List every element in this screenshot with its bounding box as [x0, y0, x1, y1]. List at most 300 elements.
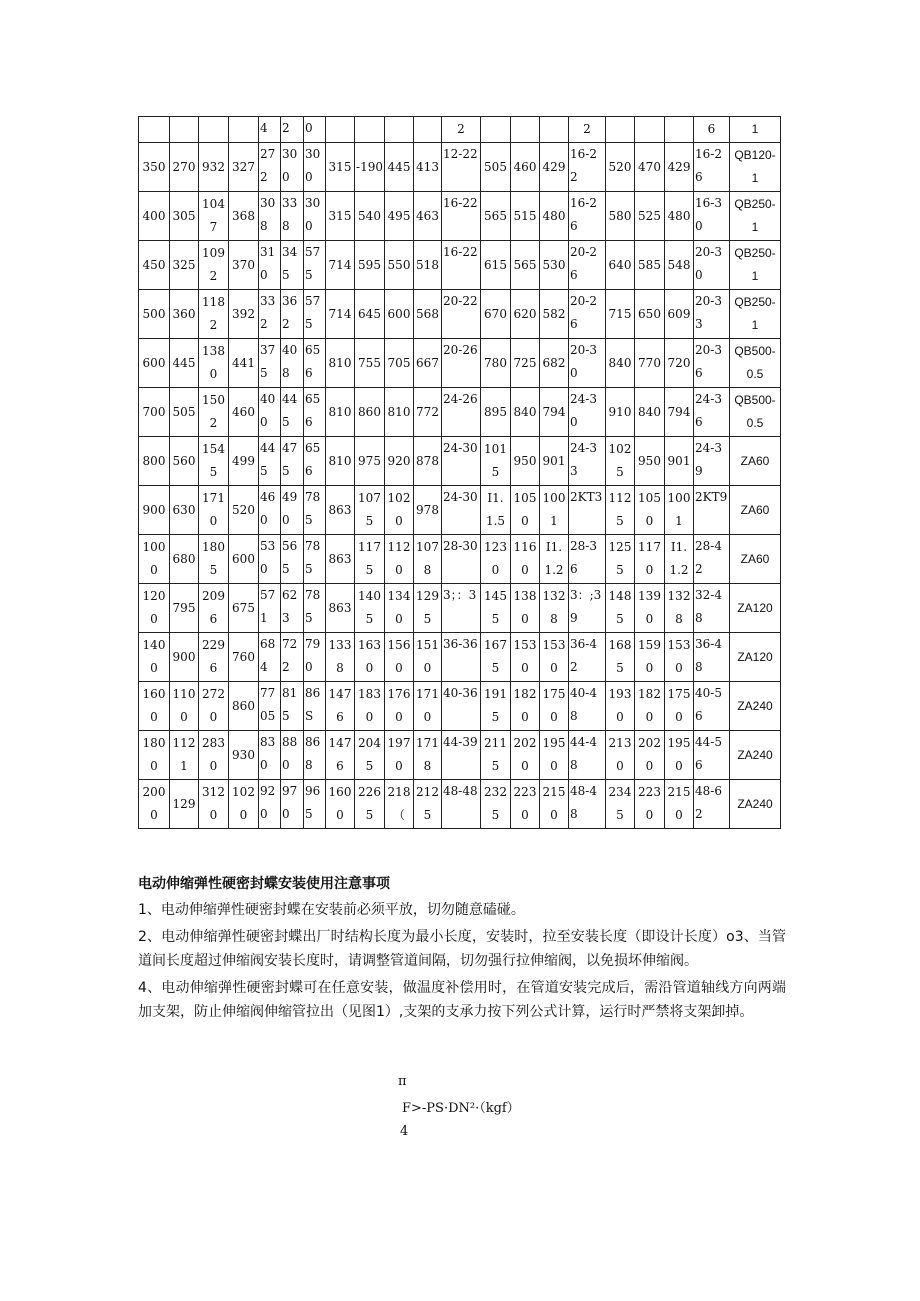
table-cell: 441 [229, 339, 259, 388]
table-cell: 830 [259, 731, 281, 780]
spec-table [138, 116, 781, 829]
table-cell: 2130 [606, 731, 635, 780]
table-cell: 270 [170, 143, 199, 192]
table-cell: 1001 [665, 486, 694, 535]
table-header-row [139, 117, 781, 143]
table-cell: 714 [326, 241, 355, 290]
table-cell: 810 [385, 388, 414, 437]
table-cell: 360 [170, 290, 199, 339]
table-cell: 2230 [635, 780, 665, 829]
table-cell: 1340 [385, 584, 414, 633]
table-cell: 515 [511, 192, 540, 241]
table-cell [481, 117, 511, 143]
table-cell: 930 [229, 731, 259, 780]
table-cell: 28-42 [694, 535, 730, 584]
table-cell: QB500-0.5 [730, 388, 781, 437]
table-row [139, 437, 781, 486]
table-cell: 408 [281, 339, 304, 388]
table-cell: 16-22 [569, 143, 606, 192]
table-cell: 705 [385, 339, 414, 388]
table-cell: 1100 [170, 682, 199, 731]
table-cell: 878 [414, 437, 442, 486]
table-cell: 810 [326, 437, 355, 486]
table-cell: 1476 [326, 731, 355, 780]
table-cell: 2000 [139, 780, 170, 829]
table-cell: 2115 [481, 731, 511, 780]
table-cell: 20-30 [569, 339, 606, 388]
table-cell: 3：;39 [569, 584, 606, 633]
table-cell: 1328 [665, 584, 694, 633]
table-cell: 1502 [199, 388, 229, 437]
table-cell: 20-26 [569, 241, 606, 290]
table-cell: 1545 [199, 437, 229, 486]
table-cell: 700 [139, 388, 170, 437]
table-cell: 24-36 [694, 388, 730, 437]
table-cell: 1092 [199, 241, 229, 290]
table-cell: 445 [385, 143, 414, 192]
table-cell [229, 117, 259, 143]
table-cell: 305 [170, 192, 199, 241]
table-cell: ZA240 [730, 731, 781, 780]
table-cell: 770 [635, 339, 665, 388]
table-cell: 20-33 [694, 290, 730, 339]
table-cell: 400 [259, 388, 281, 437]
table-cell: 2 [442, 117, 481, 143]
formula-pi: π [398, 1074, 407, 1089]
table-cell: 620 [511, 290, 540, 339]
note-item: 2、电动伸缩弹性硬密封蝶出厂时结构长度为最小长度，安装时，拉至安装长度（即设计长度）o3、当管道间长度超过伸缩阀安装长度时，请调整管道间隔，切勿强行拉伸缩阀，以免损坏伸缩阀。 [138, 929, 786, 969]
table-cell: 840 [511, 388, 540, 437]
table-cell [511, 117, 540, 143]
table-row [139, 241, 781, 290]
table-cell: 630 [170, 486, 199, 535]
table-cell: 505 [481, 143, 511, 192]
table-cell: 1820 [635, 682, 665, 731]
table-cell: 16-26 [569, 192, 606, 241]
table-cell: 1530 [665, 633, 694, 682]
table-cell: 1400 [139, 633, 170, 682]
table-cell: -190 [355, 143, 385, 192]
table-cell: 1078 [414, 535, 442, 584]
table-cell: 560 [170, 437, 199, 486]
table-cell: 656 [304, 437, 326, 486]
table-cell: 28-30 [442, 535, 481, 584]
table-cell: 24-30 [442, 437, 481, 486]
table-cell: 1750 [540, 682, 569, 731]
table-cell: 20-22 [442, 290, 481, 339]
table-cell: ZA240 [730, 682, 781, 731]
table-cell: 338 [281, 192, 304, 241]
table-cell: 714 [326, 290, 355, 339]
table-cell: 548 [665, 241, 694, 290]
table-cell: 1530 [511, 633, 540, 682]
table-row [139, 486, 781, 535]
table-cell: 2020 [635, 731, 665, 780]
table-cell: 315 [326, 143, 355, 192]
table-cell: 300 [281, 143, 304, 192]
table-cell: 1025 [606, 437, 635, 486]
table-cell: 445 [170, 339, 199, 388]
table-cell: 86S [304, 682, 326, 731]
table-cell: 460 [229, 388, 259, 437]
table-cell: 332 [259, 290, 281, 339]
table-cell: 300 [304, 192, 326, 241]
table-cell: 840 [635, 388, 665, 437]
table-cell [139, 117, 170, 143]
table-cell: 1510 [414, 633, 442, 682]
table-cell: 24-33 [569, 437, 606, 486]
table-cell: 429 [540, 143, 569, 192]
table-cell: 129 [170, 780, 199, 829]
table-cell: 670 [481, 290, 511, 339]
table-cell: 1175 [355, 535, 385, 584]
table-cell: 40-56 [694, 682, 730, 731]
note-item: 1、电动伸缩弹性硬密封蝶在安装前必须平放，切勿随意磕碰。 [138, 902, 525, 918]
table-cell: 795 [170, 584, 199, 633]
table-cell: 1600 [139, 682, 170, 731]
table-cell: 565 [511, 241, 540, 290]
table-row [139, 339, 781, 388]
table-cell: 860 [229, 682, 259, 731]
table-cell: 310 [259, 241, 281, 290]
table-row [139, 535, 781, 584]
table-cell: 375 [259, 339, 281, 388]
table-cell: 675 [229, 584, 259, 633]
table-cell: 2045 [355, 731, 385, 780]
table-row [139, 731, 781, 780]
table-cell: 1015 [481, 437, 511, 486]
table-cell: 1476 [326, 682, 355, 731]
table-cell: I1.1.2 [540, 535, 569, 584]
table-cell: 32-48 [694, 584, 730, 633]
table-cell: 575 [304, 241, 326, 290]
table-cell: 470 [635, 143, 665, 192]
table-cell: 48-48 [442, 780, 481, 829]
table-cell: 840 [606, 339, 635, 388]
table-row [139, 143, 781, 192]
table-cell [540, 117, 569, 143]
table-cell: 1455 [481, 584, 511, 633]
table-cell: 36-42 [569, 633, 606, 682]
table-cell: 785 [304, 535, 326, 584]
table-cell: 1390 [635, 584, 665, 633]
table-cell [606, 117, 635, 143]
table-cell: 20-26 [442, 339, 481, 388]
table-cell: 1760 [385, 682, 414, 731]
notes-title: 电动伸缩弹性硬密封蝶安装使用注意事项 [138, 876, 390, 892]
table-cell: 1710 [414, 682, 442, 731]
table-cell: 2020 [511, 731, 540, 780]
table-cell: 1200 [139, 584, 170, 633]
table-cell: 565 [481, 192, 511, 241]
table-cell: 880 [281, 731, 304, 780]
table-cell: 755 [355, 339, 385, 388]
table-cell: 720 [665, 339, 694, 388]
table-cell: 44-39 [442, 731, 481, 780]
table-cell: 780 [481, 339, 511, 388]
table-cell: 2150 [540, 780, 569, 829]
table-cell: 650 [635, 290, 665, 339]
table-cell: 600 [139, 339, 170, 388]
table-cell: 1915 [481, 682, 511, 731]
table-cell: 1020 [385, 486, 414, 535]
table-cell: 1530 [540, 633, 569, 682]
table-cell: 1685 [606, 633, 635, 682]
table-cell: 460 [259, 486, 281, 535]
table-cell: 868 [304, 731, 326, 780]
table-cell: 1380 [511, 584, 540, 633]
table-cell: 810 [326, 339, 355, 388]
table-cell: 1750 [665, 682, 694, 731]
table-cell: 362 [281, 290, 304, 339]
table-cell: 900 [139, 486, 170, 535]
table-cell: 2096 [199, 584, 229, 633]
table-cell: 505 [170, 388, 199, 437]
table-cell: 1170 [635, 535, 665, 584]
table-cell: 44-48 [569, 731, 606, 780]
table-cell [385, 117, 414, 143]
table-cell: I1.1.2 [665, 535, 694, 584]
table-cell: 785 [304, 584, 326, 633]
table-cell: 582 [540, 290, 569, 339]
table-cell: 2265 [355, 780, 385, 829]
table-cell: 1295 [414, 584, 442, 633]
table-cell: 16-26 [694, 143, 730, 192]
table-cell: 413 [414, 143, 442, 192]
table-cell: 16-22 [442, 192, 481, 241]
table-cell: ZA240 [730, 780, 781, 829]
table-cell [635, 117, 665, 143]
table-cell: 1020 [229, 780, 259, 829]
table-cell: 540 [355, 192, 385, 241]
table-cell: 370 [229, 241, 259, 290]
table-cell: 585 [635, 241, 665, 290]
table-cell: 1160 [511, 535, 540, 584]
table-cell: QB250-1 [730, 241, 781, 290]
table-cell: 345 [281, 241, 304, 290]
table-cell [414, 117, 442, 143]
table-cell: 1380 [199, 339, 229, 388]
table-row [139, 290, 781, 339]
table-cell: QB250-1 [730, 192, 781, 241]
table-cell: 684 [259, 633, 281, 682]
table-cell: 1120 [385, 535, 414, 584]
table-cell: 1820 [511, 682, 540, 731]
table-cell: 2125 [414, 780, 442, 829]
table-cell: 2 [569, 117, 606, 143]
table-cell: 530 [540, 241, 569, 290]
table-cell: 600 [229, 535, 259, 584]
table-cell: 48-48 [569, 780, 606, 829]
table-cell: 580 [606, 192, 635, 241]
table-cell: 36-36 [442, 633, 481, 682]
table-cell: 495 [385, 192, 414, 241]
table-cell: 656 [304, 339, 326, 388]
table-cell: 1970 [385, 731, 414, 780]
table-cell: 1075 [355, 486, 385, 535]
table-cell: 499 [229, 437, 259, 486]
table-cell: 1050 [635, 486, 665, 535]
table-cell: 656 [304, 388, 326, 437]
table-cell: 1675 [481, 633, 511, 682]
table-cell: 2150 [665, 780, 694, 829]
table-cell: ZA60 [730, 437, 781, 486]
table-cell: 2830 [199, 731, 229, 780]
table-cell: 910 [606, 388, 635, 437]
table-cell: QB500-0.5 [730, 339, 781, 388]
table-cell: 950 [511, 437, 540, 486]
table-row [139, 633, 781, 682]
table-cell: 500 [139, 290, 170, 339]
table-row [139, 780, 781, 829]
table-cell: 40-36 [442, 682, 481, 731]
table-cell: 6 [694, 117, 730, 143]
table-cell: 595 [355, 241, 385, 290]
table-cell: 4 [259, 117, 281, 143]
table-cell: 44-56 [694, 731, 730, 780]
table-cell: 901 [540, 437, 569, 486]
table-cell: 1830 [355, 682, 385, 731]
table-cell: 1328 [540, 584, 569, 633]
table-cell: 445 [281, 388, 304, 437]
table-cell: 460 [511, 143, 540, 192]
table-cell: 450 [139, 241, 170, 290]
table-cell: 1630 [355, 633, 385, 682]
table-row [139, 584, 781, 633]
table-cell: 2325 [481, 780, 511, 829]
table-cell: 530 [259, 535, 281, 584]
table-cell: 368 [229, 192, 259, 241]
table-cell: ZA60 [730, 486, 781, 535]
note-item: 4、电动伸缩弹性硬密封蝶可在任意安装，做温度补偿用时，在管道安装完成后，需沿管道轴线方向两端加支架，防止伸缩阀伸缩管拉出（见图1）,支架的支承力按下列公式计算，运行时严禁将支架卸掉。 [138, 980, 786, 1020]
table-cell: 24-26 [442, 388, 481, 437]
table-cell: 1710 [199, 486, 229, 535]
table-cell: 1718 [414, 731, 442, 780]
table-cell: 463 [414, 192, 442, 241]
table-cell: 1405 [355, 584, 385, 633]
table-cell: 785 [304, 486, 326, 535]
table-cell: 520 [606, 143, 635, 192]
table-cell: 518 [414, 241, 442, 290]
table-cell: 680 [170, 535, 199, 584]
table-cell: 772 [414, 388, 442, 437]
table-cell: 1950 [665, 731, 694, 780]
table-cell: 1000 [139, 535, 170, 584]
table-cell: 40-48 [569, 682, 606, 731]
table-cell: 863 [326, 584, 355, 633]
table-cell: 28-36 [569, 535, 606, 584]
table-cell: 2720 [199, 682, 229, 731]
table-cell: 760 [229, 633, 259, 682]
table-cell: 950 [635, 437, 665, 486]
table-cell: 20-36 [694, 339, 730, 388]
table-cell: 600 [385, 290, 414, 339]
table-cell: 36-48 [694, 633, 730, 682]
table-cell: 975 [355, 437, 385, 486]
table-cell: 16-22 [442, 241, 481, 290]
table-cell: 1930 [606, 682, 635, 731]
table-cell: 475 [281, 437, 304, 486]
table-cell: 1121 [170, 731, 199, 780]
table-cell: 1338 [326, 633, 355, 682]
table-cell: 490 [281, 486, 304, 535]
table-cell: 325 [170, 241, 199, 290]
table-cell: 863 [326, 486, 355, 535]
table-cell: 1600 [326, 780, 355, 829]
table-cell: 2230 [511, 780, 540, 829]
table-cell: 1255 [606, 535, 635, 584]
table-cell: 970 [281, 780, 304, 829]
table-cell: 794 [665, 388, 694, 437]
table-cell: 1047 [199, 192, 229, 241]
table-cell: 480 [540, 192, 569, 241]
table-cell: 725 [511, 339, 540, 388]
table-cell [170, 117, 199, 143]
table-cell: 932 [199, 143, 229, 192]
table-cell: 3120 [199, 780, 229, 829]
formula-expression: F>-PS·DN²·（kgf） [402, 1101, 520, 1116]
table-cell: 815 [281, 682, 304, 731]
table-cell: 1001 [540, 486, 569, 535]
table-cell: I1.1.5 [481, 486, 511, 535]
formula-denominator: 4 [400, 1124, 409, 1139]
table-cell: 920 [385, 437, 414, 486]
table-cell: 429 [665, 143, 694, 192]
table-cell: 810 [326, 388, 355, 437]
table-cell: 12-22 [442, 143, 481, 192]
table-cell: 1560 [385, 633, 414, 682]
table-cell: 682 [540, 339, 569, 388]
table-cell: 3；：3 [442, 584, 481, 633]
table-cell: 7705 [259, 682, 281, 731]
table-cell: 20-26 [569, 290, 606, 339]
table-cell: 623 [281, 584, 304, 633]
table-cell: ZA120 [730, 584, 781, 633]
table-cell: 24-39 [694, 437, 730, 486]
table-cell: 640 [606, 241, 635, 290]
table-cell: 790 [304, 633, 326, 682]
table-row [139, 388, 781, 437]
table-cell: 445 [259, 437, 281, 486]
table-cell: 20-30 [694, 241, 730, 290]
table-cell: 520 [229, 486, 259, 535]
table-cell: 2 [281, 117, 304, 143]
table-cell: ZA120 [730, 633, 781, 682]
table-cell: 715 [606, 290, 635, 339]
table-cell: 1125 [606, 486, 635, 535]
table-cell: 1950 [540, 731, 569, 780]
table-row [139, 682, 781, 731]
table-cell: 218（ [385, 780, 414, 829]
table-cell: 1805 [199, 535, 229, 584]
table-cell: 2KT3 [569, 486, 606, 535]
table-cell: 722 [281, 633, 304, 682]
table-cell: 615 [481, 241, 511, 290]
table-cell: 645 [355, 290, 385, 339]
table-cell: 2296 [199, 633, 229, 682]
table-cell: 900 [170, 633, 199, 682]
table-cell: 480 [665, 192, 694, 241]
table-cell [199, 117, 229, 143]
table-cell: 667 [414, 339, 442, 388]
table-cell: 1590 [635, 633, 665, 682]
table-cell: 794 [540, 388, 569, 437]
table-cell: 2345 [606, 780, 635, 829]
table-cell [665, 117, 694, 143]
table-cell: 568 [414, 290, 442, 339]
table-cell: 1800 [139, 731, 170, 780]
table-cell: 24-30 [442, 486, 481, 535]
